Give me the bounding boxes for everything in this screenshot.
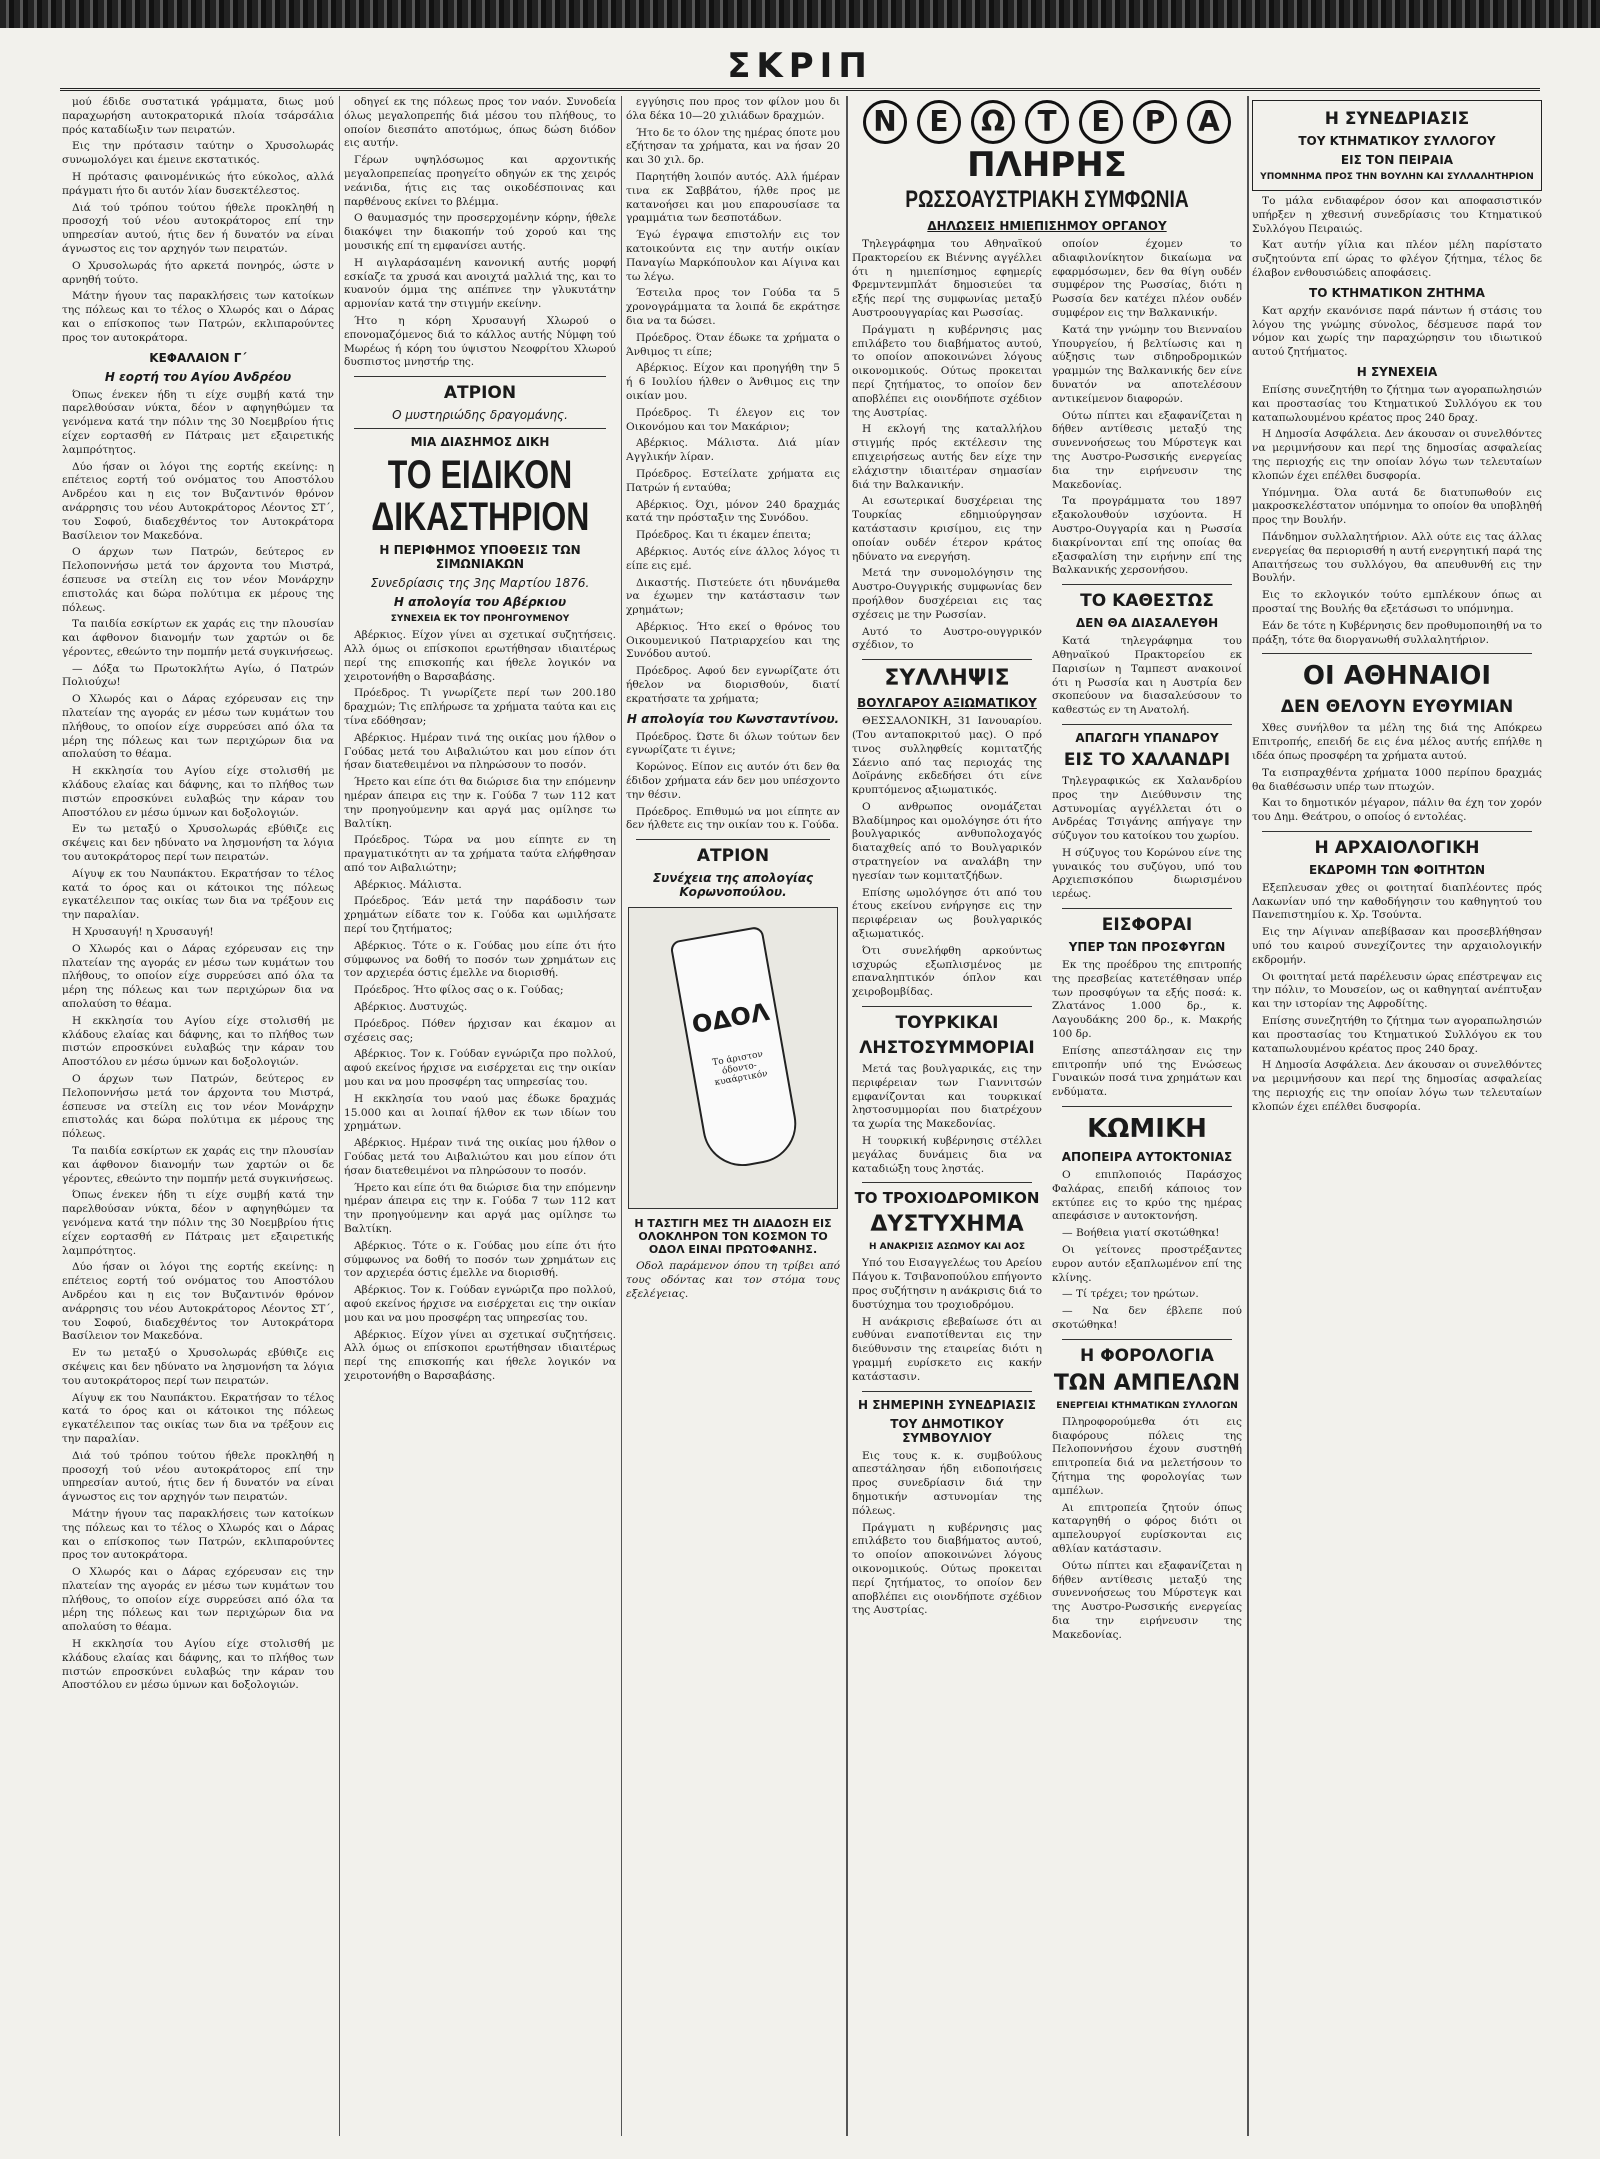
paragraph: Εν τω μεταξύ ο Χρυσολωράς εβύθιζε εις σκέψεις και δεν ηδύνατο να λησμονήση τα λόγια του αυτοκράτορος περί των πειρατών. xyxy=(62,823,334,864)
paragraph: Εις τους κ. κ. συμβούλους απεστάλησαν ήδη ειδοποιήσεις προς συνεδρίασιν διά την δημοτικήν αστυνομίαν της πόλεως. xyxy=(852,1449,1042,1517)
paragraph: Πρόεδρος. Αφού δεν εγνωρίζατε ότι ήθελον να διορισθούν, διατί εκρατήσατε τα χρήματα; xyxy=(626,665,840,705)
column-separator xyxy=(621,96,622,2136)
headline-sub: ΡΩΣΣΟΑΥΣΤΡΙΑΚΗ ΣΥΜΦΩΝΙΑ xyxy=(905,186,1189,213)
paragraph: Τα παιδία εσκίρτων εκ χαράς εις την πλουσίαν και άφθονον διανομήν των χαρτών οι δε γέροντες, εθεώντο την πομπήν μετά συγκινήσεως. xyxy=(62,618,334,658)
banner-letter: Α xyxy=(1187,100,1231,144)
paragraph: Γέρων υψηλόσωμος και αρχοντικής μεγαλοπρεπείας προηγείτο οδηγών εκ της χειρός νεάνιδα, ήτις εις τας οικοδέσποινας και παρθένους εκίνει το βλέμμα. xyxy=(344,154,616,208)
headline-sub: Η ΠΕΡΙΦΗΜΟΣ ΥΠΟΘΕΣΙΣ ΤΩΝ ΣΙΜΩΝΙΑΚΩΝ xyxy=(379,543,581,572)
divider xyxy=(862,1391,1032,1392)
paragraph: Η τουρκική κυβέρνησις στέλλει μεγάλας δυνάμεις δια να καταδιώξη τους ληστάς. xyxy=(852,1135,1042,1175)
paragraph: Εις την πρότασιν ταύτην ο Χρυσολωράς συνωμολόγει και έμεινε εκστατικός. xyxy=(62,140,334,167)
paragraph: Χθες συνήλθον τα μέλη της διά της Απόκρεω Επιτροπής, επειδή δε εις ένα μέλος αυτής επήλθε η ιδέα όπως προσφέρη τα χρήματα αυτού. xyxy=(1252,722,1542,762)
paragraph: Η αιγλαράσαμένη κανονική αυτής μορφή εσκίαζε τα χρυσά και ανοιχτά μαλλιά της, και το κυανούν όμμα της απέπνεε την γλυκυτάτην αρμονίαν κατά την στιγμήν εκείνην. xyxy=(344,256,616,311)
section-heading: Η ΣΗΜΕΡΙΝΗ ΣΥΝΕΔΡΙΑΣΙΣ xyxy=(858,1397,1036,1412)
section-subheading: ΤΟΥ ΔΗΜΟΤΙΚΟΥ ΣΥΜΒΟΥΛΙΟΥ xyxy=(890,1416,1004,1445)
headline-sub: ΤΟΥ ΚΤΗΜΑΤΙΚΟΥ ΣΥΛΛΟΓΟΥ xyxy=(1298,134,1496,148)
section-heading: ΤΟ ΚΤΗΜΑΤΙΚΟΝ ΖΗΤΗΜΑ xyxy=(1309,285,1485,300)
paragraph: Η πρότασις φαινομένικώς ήτο εύκολος, αλλά πράγματι ήτο δι αυτόν λίαν δυσεκτέλεστος. xyxy=(62,170,334,197)
headline-kicker: ΜΙΑ ΔΙΑΣΗΜΟΣ ΔΙΚΗ xyxy=(410,435,550,450)
paragraph: Αυτό το Αυστρο-ουγγρικόν σχέδιον, το xyxy=(852,625,1042,652)
paragraph: Το μάλα ενδιαφέρον όσον και αποφασιστικόν υπήρξεν η χθεσινή συνεδρίασις του Κτηματικού Συλλόγου Πειραιώς. xyxy=(1252,195,1542,235)
paragraph: Αι εσωτερικαί δυσχέρειαι της Τουρκίας εδημιούργησαν κατάστασιν κρισίμου, εις την οποίαν ουδέν έτερον κράτος ηδύνατο να ενεργήση. xyxy=(852,495,1042,563)
headline-main: ΤΟ ΕΙΔΙΚΟΝ ΔΙΚΑΣΤΗΡΙΟΝ xyxy=(371,453,590,540)
section-heading: Η ΑΡΧΑΙΟΛΟΓΙΚΗ xyxy=(1314,837,1480,858)
paragraph: οποίον έχομεν το αδιαφιλονίκητον δικαίωμα να εφαρμόσωμεν, δεν θα θίγη ουδέν συμφέρον της Ρωσσίας, διότι η Ρωσσία δεν κατέχει πλέον ουδέν συμφέρον εις την Βαλκανικήν. xyxy=(1052,238,1242,319)
section-heading: ΤΟ ΚΑΘΕΣΤΩΣ xyxy=(1080,591,1214,612)
paragraph: Υπό του Εισαγγελέως του Αρείου Πάγου κ. Τσιβανοπούλου επήγοντο προς συζήτησιν η ανάκρισις διά το δυστύχημα του τροχιοδρόμου. xyxy=(852,1257,1042,1311)
column-separator xyxy=(846,96,848,2136)
divider xyxy=(1062,584,1232,585)
column-court xyxy=(344,96,616,2126)
paragraph: Αβέρκιος. Ημέραν τινά της οικίας μου ήλθον ο Γούδας μετά του Αιβαλιώτου και μου είπον ότι ήσαν διατεθειμένοι να πληρώσουν το ποσόν. xyxy=(344,1137,616,1177)
paragraph: Πρόεδρος. Όταν έδωκε τα χρήματα ο Άνθιμος τι είπε; xyxy=(626,331,840,358)
paragraph: Οι φοιτηταί μετά παρέλευσιν ώρας επέστρεψαν εις την πόλιν, το Μουσείον, ως οι καθηγηταί ανέπτυξαν και την ιστορίαν της Αφροδίτης. xyxy=(1252,970,1542,1011)
paragraph: Πρόεδρος. Τι έλεγον εις τον Οικονόμου και τον Μακάριον; xyxy=(626,406,840,433)
paragraph: Αβέρκιος. Τότε ο κ. Γούδας μου είπε ότι ήτο σύμφωνος να δοθή το ποσόν των χρημάτων εις τον αρχιερέα όστις έμελλε να διορισθή. xyxy=(344,1239,616,1280)
section-heading: ΕΙΣΦΟΡΑΙ xyxy=(1101,915,1193,936)
paragraph: Κατά τηλεγράφημα του Αθηναϊκού Πρακτορείου εκ Παρισίων η Ταμπεστ ανακοινοί ότι η Ρωσσία και η Αυστρία δεν σκοπεύουν να διασαλεύσουν το καθεστώς εν τη Ανατολή. xyxy=(1052,635,1242,717)
banner-letter: Ρ xyxy=(1133,100,1177,144)
paragraph: Όπως ένεκεν ήδη τι είχε συμβή κατά την παρελθούσαν νύκτα, δέον ν αφηγηθώμεν τα γενόμενα κατά την πόλιν της 30 Νοεμβρίου ήτις είχεν εορτασθή εν Πάτραις μετ εξαιρετικής λαμπρότητος. xyxy=(62,1189,334,1257)
paragraph: Ήτο δε το όλον της ημέρας όποτε μου εζήτησαν τα χρήματα, και να ήσαν 20 και 30 χιλ. δρ. xyxy=(626,126,840,167)
paragraph: — Βοήθεια γιατί σκοτώθηκα! xyxy=(1062,1227,1220,1240)
paragraph: Πρόεδρος. Τώρα να μου είπητε εν τη πραγματικότητι αν τα χρήματα ταύτα ελήφθησαν από τον Αιβαλιώτην; xyxy=(344,834,616,874)
column-latest-news xyxy=(852,96,1242,2126)
paragraph: Εκ της προέδρου της επιτροπής της πρεσβείας κατετέθησαν υπέρ των προσφύγων τα εξής ποσά: κ. Ζλατάνος 1.000 δρ., κ. Λαγουδάκης 200 δρ., κ. Μακρής 100 δρ. xyxy=(1052,959,1242,1041)
section-deck: ΕΝΕΡΓΕΙΑΙ ΚΤΗΜΑΤΙΚΩΝ ΣΥΛΛΟΓΩΝ xyxy=(1056,1400,1238,1411)
paragraph: Ο Χλωρός και ο Δάρας εχόρευσαν εις την πλατείαν της αγοράς εν μέσω των κυμάτων του πλήθους, το οποίον είχε συρρεύσει από όλα τα μέρη της πόλεως και των περιχώρων δια να απολαύση το θέαμα. xyxy=(62,693,334,761)
divider xyxy=(1062,908,1232,909)
paragraph: Έστειλα προς τον Γούδα τα 5 χρονογράμματα τα λοιπά δε εκράτησε δια να τα δώσει. xyxy=(626,287,840,327)
paragraph: Τα εισπραχθέντα χρήματα 1000 περίπου δραχμάς θα διαθέσωσιν υπέρ των πτωχών. xyxy=(1252,766,1542,793)
paragraph: Όπως ένεκεν ήδη τι είχε συμβή κατά την παρελθούσαν νύκτα, δέον ν αφηγηθώμεν τα γενόμενα κατά την πόλιν της 30 Νοεμβρίου ήτις είχεν εορτασθή εν Πάτραις μετ εξαιρετικής λαμπρότητος. xyxy=(62,388,334,456)
chapter-subheading: Η εορτή του Αγίου Ανδρέου xyxy=(104,369,292,384)
paragraph: Εις την Αίγιναν απεβίβασαν και προσεβλήθησαν υπό του καιρού συνεχίζοντες την αρχαιολογικήν εκδρομήν. xyxy=(1252,926,1542,966)
masthead-rule xyxy=(60,88,1540,91)
headline-box xyxy=(1252,100,1542,191)
session-date: Συνεδρίασις της 3ης Μαρτίου 1876. xyxy=(370,576,590,591)
headline-main: Η ΣΥΝΕΔΡΙΑΣΙΣ xyxy=(1324,109,1470,129)
paragraph: Αβέρκιος. Δυστυχώς. xyxy=(354,1001,468,1014)
section-heading: ΣΥΛΛΗΨΙΣ xyxy=(884,666,1010,692)
paragraph: Ο θαυμασμός την προσερχομένην κόρην, ήθελε διακόψει την διακοπήν τού χορού και της μουσικής επί τη εμφανίσει αυτής. xyxy=(344,212,616,252)
section-deck: Η ΑΝΑΚΡΙΣΙΣ ΑΣΩΜΟΥ ΚΑΙ ΑΟΣ xyxy=(868,1242,1026,1253)
paragraph: Τηλεγραφικώς εκ Χαλανδρίου προς την Διεύθυνσιν της Αστυνομίας αγγέλλεται ότι ο Ανδρέας Τσιγάνης απήγαγε την σύζυγον του κατοίκου του χωρίου. xyxy=(1052,774,1242,843)
paragraph: Η Δημοσία Ασφάλεια. Δεν άκουσαν οι συνελθόντες να μεριμνήσουν και περί της δημοσίας ασφαλείας της περιοχής εις την οποίαν λόγω των τελευταίων κλοπών έχει επέλθει δυσφορία. xyxy=(1252,1059,1542,1113)
paragraph: Η ανάκρισις εβεβαίωσε ότι αι ευθύναι εναποτίθενται εις την διεύθυνσιν της εταιρείας διότι η γραμμή ευρίσκετο εις κακήν κατάστασιν. xyxy=(852,1315,1042,1383)
paragraph: Αβέρκιος. Τον κ. Γούδαν εγνώριζα προ πολλού, αφού εκείνος ήρχισε να εισέρχεται εις την οικίαν μου και να μου προσφέρη τας υπηρεσίας του. xyxy=(344,1284,616,1324)
divider xyxy=(354,428,606,429)
column-separator xyxy=(339,96,340,2136)
ad-caption: Η ΤΑΣΤΙΓΗ ΜΕΣ ΤΗ ΔΙΑΔΟΣΗ ΕΙΣ ΟΛΟΚΛΗΡΟΝ ΤΟΝ ΚΟΣΜΟΝ ΤΟ ΟΔΟΛ ΕΙΝΑΙ ΠΡΩΤΟΦΑΝΗΣ. xyxy=(634,1217,832,1257)
paragraph: Κατ αυτήν γίλια και πλέον μέλη παρίστατο συζητούντα επί ώρας το φλέγον ζήτημα, τέλος δε έλαβον ενθουσιώδεις αποφάσεις. xyxy=(1252,239,1542,279)
top-border-strip xyxy=(0,0,1600,28)
section-subheading: ΔΕΝ ΘΕΛΟΥΝ ΕΥΘΥΜΙΑΝ xyxy=(1280,697,1514,718)
paragraph: Ο ανθρωπος ονομάζεται Βλαδίμηρος και ομολόγησε ότι ήτο βουλγαρικός ανθυπολοχαγός διαταχθείς από το Βουλγαρικόν στρατηγείον να αναλάβη την ηγεσίαν των κομιτατζήδων. xyxy=(852,800,1042,882)
column-local-news xyxy=(1252,96,1542,2126)
paragraph: Εις το εκλογικόν τούτο εμπλέκουν όπως αι προσταί της Βουλής θα εξετάσωσι το υπόμνημα. xyxy=(1252,589,1542,615)
section-heading: ΟΙ ΑΘΗΝΑΙΟΙ xyxy=(1302,661,1492,692)
subcolumn-right xyxy=(1052,238,1242,1646)
section-heading: ΑΤΡΙΟΝ xyxy=(696,846,770,867)
column-court-continued xyxy=(626,96,840,2126)
paragraph: Αβέρκιος. Είχον και προηγήθη την 5 ή 6 Ιουλίου ήλθεν ο Άνθιμος εις την οικίαν μου. xyxy=(626,362,840,402)
paragraph: Επίσης ωμολόγησε ότι από του έτους εκείνου ενήργησε εις την περιφέρειαν ως βουλγαρικός αξιωματικός. xyxy=(852,886,1042,941)
article-subheading: Η απολογία του Κωνσταντίνου. xyxy=(626,711,840,726)
paragraph: Εάν δε τότε η Κυβέρνησις δεν προθυμοποιηθή να το πράξη, τότε θα διοργανωθή συλλαλητήριον. xyxy=(1252,619,1542,646)
paragraph: Κατά την γνώμην του Βιενναίου Υπουργείου, ή βελτίωσις και η αύξησις των σιδηροδρομικών γραμμών της Βαλκανικής δεν είνε δυνατόν να αποτελέσουν αντικείμενον διαφορών. xyxy=(1052,323,1242,405)
newspaper-masthead: ΣΚΡΙΠ xyxy=(727,46,873,86)
paragraph: Αβέρκιος. Ημέραν τινά της οικίας μου ήλθον ο Γούδας μετά του Αιβαλιώτου και μου είπον ότι ήσαν διατεθειμένοι να πληρώσουν το ποσόν. xyxy=(344,731,616,772)
ad-tube-text: Το άριστον όδοντο-κυαάρτικόν xyxy=(711,1049,769,1089)
headline-deck: ΔΗΛΩΣΕΙΣ ΗΜΙΕΠΙΣΗΜΟΥ ΟΡΓΑΝΟΥ xyxy=(927,219,1167,233)
subcolumn-left xyxy=(852,238,1042,1646)
section-heading: ΑΠΑΓΩΓΗ ΥΠΑΝΔΡΟΥ xyxy=(1075,730,1219,745)
paragraph: Οι γείτονες προστρέξαντες ευρον αυτόν εξαπλωμένον επί της κλίνης. xyxy=(1052,1244,1242,1284)
column-separator xyxy=(1247,96,1249,2136)
paragraph: Αβέρκιος. Μάλιστα. xyxy=(354,878,462,891)
paragraph: Ούτω πίπτει και εξαφανίζεται η δήθεν αντίθεσις μεταξύ της συνεννοήσεως του Μύρστεγκ και της Αυστρο-Ρωσσικής ενεργείας δια την ειρήνευσιν της Μακεδονίας. xyxy=(1052,1559,1242,1641)
paragraph: Κορώνος. Είπον εις αυτόν ότι δεν θα έδιδον χρήματα εάν δεν μου υπέσχοντο την θέσιν. xyxy=(626,761,840,801)
paragraph: Η εκκλησία του Αγίου είχε στολισθή με κλάδους ελαίας και δάφνης, και το πλήθος των πιστών επροσκύνει ευλαβώς την κάραν του Αποστόλου εν μέσω ύμνων και δοξολογιών. xyxy=(62,1638,334,1692)
paragraph: Αίγυψ εκ του Ναυπάκτου. Εκρατήσαν το τέλος κατά το όρος και οι κάτοικοι της πόλεως εγκατέλειπον τας οικίας των δια να τρέξουν εις την παραλίαν. xyxy=(62,1391,334,1445)
paragraph: Ο Χλωρός και ο Δάρας εχόρευσαν εις την πλατείαν της αγοράς εν μέσω των κυμάτων του πλήθους, το οποίον είχε συρρεύσει από όλα τα μέρη της πόλεως και των περιχώρων δια να απολαύση το θέαμα. xyxy=(62,1566,334,1634)
paragraph: Η εκκλησία του Αγίου είχε στολισθή με κλάδους ελαίας και δάφνης, και το πλήθος των πιστών επροσκύνει ευλαβώς την κάραν του Αποστόλου εν μέσω ύμνων και δοξολογιών. xyxy=(62,765,334,819)
paragraph: Η εκκλησία του ναού μας έδωκε δραχμάς 15.000 και αι λοιπαί ήλθον εκ των ιδίων του χρημάτων. xyxy=(344,1092,616,1133)
paragraph: ΘΕΣΣΑΛΟΝΙΚΗ, 31 Ιανουαρίου. (Του ανταποκριτού μας). Ο πρό τινος συλληφθείς κομιτατζής Σάενιο από τας περιοχάς της Δοϊράνης εκδεδήσει ότι είνε κρυπτόμενος αξιωματικός. xyxy=(852,715,1042,797)
headline-deck: ΥΠΟΜΝΗΜΑ ΠΡΟΣ ΤΗΝ ΒΟΥΛΗΝ ΚΑΙ ΣΥΛΛΑΛΗΤΗΡΙΟΝ xyxy=(1260,172,1534,182)
divider xyxy=(862,659,1032,660)
headline-sub: ΕΙΣ ΤΟΝ ΠΕΙΡΑΙΑ xyxy=(1340,153,1454,167)
paragraph: Δύο ήσαν οι λόγοι της εορτής εκείνης: η επέτειος εορτή τού ονόματος του Αποστόλου Ανδρέου και η εις τον Βυζαντινόν θρόνον ανάρρησις του νέου Αυτοκράτορος Λέοντος ΣΤ΄, του Σοφού, διαδεχθέντος τον Αυτοκράτορα Βασίλειον τον Μακεδόνα. xyxy=(62,460,334,542)
banner-letter: Ε xyxy=(917,100,961,144)
paragraph: Επίσης συνεζητήθη το ζήτημα των αγοραπωλησιών και προστασίας του Κτηματικού Συλλόγου εκ του καταπωλουμένου κρέατος προς 240 δραχ. xyxy=(1252,383,1542,424)
ad-fineprint: Οδολ παράμενον όπου τη τρίβει από τους οδόντας και τον στόμα τους εξελέγειας. xyxy=(626,1260,840,1300)
paragraph: Ήρετο και είπε ότι θα διώρισε δια την επόμενην ημέραν άπειρα εις την κ. Γούδα 7 των 112 κατ την προηγούμενην και αργά μας ομίλησε τω Βαλτίκη. xyxy=(344,1181,616,1236)
paragraph: Μάτην ήγουν τας παρακλήσεις των κατοίκων της πόλεως και το τέλος ο Χλωρός και ο Δάρας και ο επίσκοπος των Πατρών, εκλιπαρούντες προς τον αυτοκράτορα. xyxy=(62,290,334,344)
section-subheading: ΥΠΕΡ ΤΩΝ ΠΡΟΣΦΥΓΩΝ xyxy=(1068,940,1226,955)
chapter-heading: ΚΕΦΑΛΑΙΟΝ Γ΄ xyxy=(149,350,247,365)
paragraph: Ήρετο και είπε ότι θα διώρισε δια την επόμενην ημέραν άπειρα εις την κ. Γούδα 7 των 112 κατ την προηγούμενην και αργά μας ομίλησε τω Βαλτίκη. xyxy=(344,776,616,830)
section-subheading: ΑΠΟΠΕΙΡΑ ΑΥΤΟΚΤΟΝΙΑΣ xyxy=(1061,1150,1233,1165)
paragraph: Επίσης απεστάλησαν εις την επιτροπήν υπό της Ενώσεως Γυναικών ποσά τινα χρημάτων και ενδύματα. xyxy=(1052,1044,1242,1099)
odol-advertisement xyxy=(628,907,838,1209)
paragraph: μού έδιδε συστατικά γράμματα, διως μού παραχωρήση αυτοκρατορικά πλοία τσάρσάλια πρός καταδίωξιν των πειρατών. xyxy=(62,96,334,136)
paragraph: Μάτην ήγουν τας παρακλήσεις των κατοίκων της πόλεως και το τέλος ο Χλωρός και ο Δάρας και ο επίσκοπος των Πατρών, εκλιπαρούντες προς τον αυτοκράτορα. xyxy=(62,1507,334,1562)
headline-main: ΠΛΗΡΗΣ xyxy=(967,145,1127,185)
banner-letter: Ν xyxy=(863,100,907,144)
section-subheading: ΕΚΔΡΟΜΗ ΤΩΝ ΦΟΙΤΗΤΩΝ xyxy=(1308,862,1486,877)
paragraph: Πρόεδρος. Τι γνωρίζετε περί των 200.180 δραχμών; Τις επλήρωσε τα χρήματα ταύτα και εις τίνα εδόθησαν; xyxy=(344,687,616,727)
paragraph: Ο άρχων των Πατρών, δεύτερος εν Πελοποννήσω μετά τον άρχοντα του Μιστρά, έσπευσε να στείλη εις τον νέον Μονάρχην επιστολάς και δώρα πολύτιμα εκ μέρους της πόλεως. xyxy=(62,1073,334,1141)
section-subheading: ΔΕΝ ΘΑ ΔΙΑΣΑΛΕΥΘΗ xyxy=(1075,616,1219,631)
paragraph: Εξεπλευσαν χθες οι φοιτηταί διαπλέοντες πρός Λακωνίαν υπό την καθοδήγησιν του καθηγητού του Πανεπιστημίου κ. Χρ. Τσούντα. xyxy=(1252,881,1542,922)
paragraph: Πρόεδρος. Επιθυμώ να μοι είπητε αν δεν ήλθετε εις την οικίαν του κ. Γούδα. xyxy=(626,805,840,832)
paragraph: — Δόξα τω Πρωτοκλήτω Αγίω, ό Πατρών Πολιούχω! xyxy=(62,662,334,689)
paragraph: Τηλεγράφημα του Αθηναϊκού Πρακτορείου εκ Βιέννης αγγέλλει ότι η ημιεπίσημος εφημερίς Φρεμντενμπλάτ δημοσιεύει τα εξής περί της συμφωνίας μεταξύ Αυστροουγγαρίας και Ρωσσίας. xyxy=(852,238,1042,319)
paragraph: — Να δεν έβλεπε πού σκοτώθηκα! xyxy=(1052,1305,1242,1332)
paragraph: Τα προγράμματα του 1897 εξακολουθούν ισχύοντα. Η Αυστρο-Ουγγαρία και η Ρωσσία διακρίνονται επί της οποίας θα εξασφαλίση την ειρήνην επί της Βαλκανικής χερσονήσου. xyxy=(1052,495,1242,577)
divider xyxy=(1062,724,1232,725)
section-subheading: ΤΩΝ ΑΜΠΕΛΩΝ xyxy=(1053,1370,1241,1396)
paragraph: Μετά την συνομολόγησιν της Αυστρο-Ουγγρικής συμφωνίας δεν προήλθον δυσχέρειαι εις τας σχέσεις με την Ρωσσίαν. xyxy=(852,567,1042,621)
paragraph: Αβέρκιος. Τότε ο κ. Γούδας μου είπε ότι ήτο σύμφωνος να δοθή το ποσόν των χρημάτων εις τον αρχιερέα όστις έμελλε να διορισθή. xyxy=(344,939,616,980)
section-heading: Η ΣΥΝΕΧΕΙΑ xyxy=(1356,364,1438,379)
section-heading: ΤΟ ΤΡΟΧΙΟΔΡΟΜΙΚΟΝ xyxy=(854,1189,1040,1208)
divider xyxy=(354,376,606,377)
paragraph: Πρόεδρος. Εστείλατε χρήματα εις Πατρών ή ενταύθα; xyxy=(626,467,840,494)
section-heading: ΑΤΡΙΟΝ xyxy=(443,383,517,404)
paragraph: Έγώ έγραψα επιστολήν εις τον κατοικούντα εις την αυτήν οικίαν Παναγίω Μαρκόπουλον και Αίγινα και τω λέγω. xyxy=(626,229,840,283)
banner-letter: Ω xyxy=(971,100,1015,144)
paragraph: Η εκλογή της καταλλήλου στιγμής πρός εκτέλεσιν της επιχειρήσεως αυτής δεν είχε την ελάχιστην ιδιαιτέραν σημασίαν διά την Βαλκανικήν. xyxy=(852,423,1042,491)
paragraph: Πληροφορούμεθα ότι εις διαφόρους πόλεις της Πελοποννήσου έχουν συστηθή επιτροπεία διά να μελετήσουν το ζήτημα της φορολογίας των αμπέλων. xyxy=(1052,1415,1242,1497)
section-subheading: ΛΗΣΤΟΣΥΜΜΟΡΙΑΙ xyxy=(859,1038,1035,1059)
paragraph: Αβέρκιος. Όχι, μόνον 240 δραχμάς κατά την πρόσταξιν της Συνόδου. xyxy=(626,498,840,525)
paragraph: Παρητήθη λοιπόν αυτός. Αλλ ήμέραν τινα εκ Σαββάτου, ήλθε προς με κατανοήσει και μου επαρουσίασε τα γραμμάτια των δεσποτάδων. xyxy=(626,170,840,225)
paragraph: Δύο ήσαν οι λόγοι της εορτής εκείνης: η επέτειος εορτή τού ονόματος του Αποστόλου Ανδρέου και η εις τον Βυζαντινόν θρόνον ανάρρησις του νέου Αυτοκράτορος Λέοντος ΣΤ΄, του Σοφού, διαδεχθέντος τον Αυτοκράτορα Βασίλειον τον Μακεδόνα. xyxy=(62,1261,334,1343)
paragraph: Πρόεδρος. Και τι έκαμεν έπειτα; xyxy=(636,529,812,542)
paragraph: Η Χρυσαυγή! η Χρυσαυγή! xyxy=(72,926,214,939)
paragraph: Αβέρκιος. Ήτο εκεί ο θρόνος του Οικουμενικού Πατριαρχείου και της Συνόδου αυτού. xyxy=(626,620,840,661)
paragraph: — Τί τρέχει; τον ηρώτων. xyxy=(1062,1288,1199,1301)
next-episode-title: Ο μυστηριώδης δραγομάνης. xyxy=(392,408,568,423)
paragraph: Ούτω πίπτει και εξαφανίζεται η δήθεν αντίθεσις μεταξύ της συνεννοήσεως του Μύρστεγκ και της Αυστρο-Ρωσσικής ενεργείας δια την ειρήνευσιν της Μακεδονίας. xyxy=(1052,409,1242,491)
divider xyxy=(862,1182,1032,1183)
paragraph: Πάνδημον συλλαλητήριον. Αλλ ούτε εις τας άλλας ενεργείας θα περιορισθή η αυτή ενεργητική παρά της Απαιτήσεως του συλλόγου, θα απευθυνθή εις την Βουλήν. xyxy=(1252,530,1542,585)
paragraph: Αβέρκιος. Είχον γίνει αι σχετικαί συζητήσεις. Αλλ όμως οι επίσκοποι ερωτήθησαν ιδιαιτέρως περί της επισκοπής και ήθελε λογικόν να χειροτονήθη ο Βαρσαβάσης. xyxy=(344,1328,616,1382)
next-issue-note: Συνέχεια της απολογίας Κορωνοπούλου. xyxy=(652,871,814,900)
paragraph: Ο Χλωρός και ο Δάρας εχόρευσαν εις την πλατείαν της αγοράς εν μέσω των κυμάτων του πλήθους, το οποίον είχε συρρεύσει από όλα τα μέρη της πόλεως και των περιχώρων δια να απολαύση το θέαμα. xyxy=(62,942,334,1011)
latest-news-banner xyxy=(858,100,1236,144)
paragraph: Τα παιδία εσκίρτων εκ χαράς εις την πλουσίαν και άφθονον διανομήν των χαρτών οι δε γέροντες, εθεώντο την πομπήν μετά συγκινήσεως. xyxy=(62,1144,334,1185)
section-heading: ΚΩΜΙΚΗ xyxy=(1087,1114,1207,1145)
banner-letter: Ε xyxy=(1079,100,1123,144)
paragraph: Διά τού τρόπου τούτου ήθελε προκληθή η προσοχή τού νέου αυτοκράτορος επί την υπηρεσίαν αυτού, ήτις δεν ή δυνατόν να είναι άγνωστος εις τον αρχηγόν των πειρατών. xyxy=(62,201,334,255)
paragraph: Εν τω μεταξύ ο Χρυσολωράς εβύθιζε εις σκέψεις και δεν ηδύνατο να λησμονήση τα λόγια του αυτοκράτορος περί των πειρατών. xyxy=(62,1347,334,1387)
paragraph: Η σύζυγος του Κορώνου είνε της γυναικός του συζύγου, υπό του Αρχιεπισκόπου διωρισμένου ιερέως. xyxy=(1052,846,1242,901)
toothpaste-tube-icon xyxy=(669,926,802,1173)
paragraph: Αβέρκιος. Τον κ. Γούδαν εγνώριζα προ πολλού, αφού εκείνος ήρχισε να εισέρχεται εις την οικίαν μου και να μου προσφέρη τας υπηρεσίας του. xyxy=(344,1048,616,1089)
paragraph: Διά τού τρόπου τούτου ήθελε προκληθή η προσοχή τού νέου αυτοκράτορος επί την υπηρεσίαν αυτού, ήτις δεν ή δυνατόν να είναι άγνωστος εις τον αρχηγόν των πειρατών. xyxy=(62,1449,334,1504)
paragraph: Πρόεδρος. Έάν μετά την παράδοσιν των χρημάτων είδατε τον κ. Γούδα και ωμιλήσατε περί του ζητήματος; xyxy=(344,895,616,936)
paragraph: εγγύησις που προς τον φίλον μου δι όλα δέκα 10—20 χιλιάδων δραχμών. xyxy=(626,96,840,122)
divider xyxy=(1262,653,1532,654)
paragraph: οδηγεί εκ της πόλεως προς τον ναόν. Συνοδεία όλως μεγαλοπρεπής διά μέσου του πλήθους, το οποίον διεσπάτο αποτόμως, όπως δώση διόδον εις αυτήν. xyxy=(344,96,616,150)
section-heading: Η ΦΟΡΟΛΟΓΙΑ xyxy=(1080,1345,1214,1366)
paragraph: Αβέρκιος. Είχον γίνει αι σχετικαί συζητήσεις. Αλλ όμως οι επίσκοποι ερωτήθησαν ιδιαιτέρως περί της επισκοπής και ήθελε λογικόν να χειροτονήθη ο Βαρσαβάσης. xyxy=(344,629,616,683)
divider xyxy=(862,1006,1032,1007)
paragraph: Δικαστής. Πιστεύετε ότι ηδυνάμεθα να έχωμεν την κατάστασιν των χρημάτων; xyxy=(626,576,840,617)
paragraph: Πράγματι η κυβέρνησις μας επιλάβετο του διαβήματος αυτού, το οποίον αποκοινώνει λόγους οικονομικούς. Ούτως προκειται περί ζητήματος, το οποίον δεν αποβλέπει εις οιονδήποτε σχέδιον της Αυστρίας. xyxy=(852,1521,1042,1617)
paragraph: Ο άρχων των Πατρών, δεύτερος εν Πελοποννήσω μετά τον άρχοντα του Μιστρά, έσπευσε να στείλη εις τον νέον Μονάρχην επιστολάς και δώρα πολύτιμα εκ μέρους της πόλεως. xyxy=(62,546,334,614)
paragraph: Υπόμνημα. Όλα αυτά δε διατυπωθούν εις μακροσκελέστατον υπόμνημα το οποίον θα υποβληθή προς την Βουλήν. xyxy=(1252,486,1542,527)
paragraph: Κατ αρχήν εκανόνισε παρά πάντων ή στάσις του λόγου της γνώμης σύνολος, δέσμευσε παρά τον νόμον και χωρίς την παραχώρησιν του ιδιωτικού αυτού ζητήματος. xyxy=(1252,304,1542,359)
paragraph: Αβέρκιος. Μάλιστα. Διά μίαν Αγγλικήν λίραν. xyxy=(626,437,840,464)
paragraph: Ο επιπλοποιός Παράσχος Φαλάρας, επειδή κάποιος τον εκτύπεε εις το κρύο της ημέρας απεφάσισε ν αυτοκτονήση. xyxy=(1052,1169,1242,1223)
column-serial-story xyxy=(62,96,334,2126)
banner-letter: Τ xyxy=(1025,100,1069,144)
section-subheading: ΕΙΣ ΤΟ ΧΑΛΑΝΔΡΙ xyxy=(1063,749,1231,770)
paragraph: Αβέρκιος. Αυτός είνε άλλος λόγος τι είπε εις εμέ. xyxy=(626,545,840,572)
paragraph: Πρόεδρος. Ήτο φίλος σας ο κ. Γούδας; xyxy=(354,984,564,997)
ad-brand: ΟΔΟΛ xyxy=(689,998,772,1040)
paragraph: Πρόεδρος. Πόθεν ήρχισαν και έκαμον αι σχέσεις σας; xyxy=(344,1017,616,1044)
divider xyxy=(1062,1339,1232,1340)
paragraph: Επίσης συνεζητήθη το ζήτημα των αγοραπωλησιών και προστασίας του Κτηματικού Συλλόγου εκ του καταπωλουμένου κρέατος προς 240 δραχ. xyxy=(1252,1015,1542,1055)
paragraph: Η εκκλησία του Αγίου είχε στολισθή με κλάδους ελαίας και δάφνης, και το πλήθος των πιστών επροσκύνει ευλαβώς την κάραν του Αποστόλου εν μέσω ύμνων και δοξολογιών. xyxy=(62,1014,334,1069)
section-subheading: ΒΟΥΛΓΑΡΟΥ ΑΞΙΩΜΑΤΙΚΟΥ xyxy=(857,696,1037,711)
divider xyxy=(636,839,830,840)
paragraph: Ήτο η κόρη Χρυσαυγή Χλωρού ο επονομαζόμενος διά το κάλλος αυτής Νύμφη τού Μωρέως ή κόρη του ύψιστου Νεοφρίτου Χλωρού δυσπιστος μνηστήρ της. xyxy=(344,314,616,369)
paragraph: Αίγυψ εκ του Ναυπάκτου. Εκρατήσαν το τέλος κατά το όρος και οι κάτοικοι της πόλεως εγκατέλειπον τας οικίας των δια να τρέξουν εις την παραλίαν. xyxy=(62,867,334,922)
paragraph: Ότι συνελήφθη αρκούντως ισχυρώς εξωπλισμένος με επαναληπτικόν όπλον και χειροβομβίδας. xyxy=(852,944,1042,999)
section-heading: ΤΟΥΡΚΙΚΑΙ xyxy=(895,1013,999,1034)
divider xyxy=(1062,1106,1232,1107)
section-subheading: ΔΥΣΤΥΧΗΜΑ xyxy=(870,1212,1024,1238)
paragraph: Πρόεδρος. Ώστε δι όλων τούτων δεν εγνωρίζατε τι έγινε; xyxy=(626,730,840,757)
paragraph: Ο Χρυσολωράς ήτο αρκετά πονηρός, ώστε ν αρνηθή τούτο. xyxy=(62,259,334,286)
paragraph: Η Δημοσία Ασφάλεια. Δεν άκουσαν οι συνελθόντες να μεριμνήσουν και περί της δημοσίας ασφαλείας της περιοχής εις την οποίαν λόγω των τελευταίων κλοπών έχει επέλθει δυσφορία. xyxy=(1252,428,1542,482)
divider xyxy=(1262,831,1532,832)
two-column-block xyxy=(852,238,1242,1646)
article-subheading: Η απολογία του Αβέρκιου xyxy=(393,595,567,610)
paragraph: Πράγματι η κυβέρνησις μας επιλάβετο του διαβήματος αυτού, το οποίον αποκοινώνει λόγους οικονομικούς. Ούτως προκειται περί ζητήματος, το οποίον δεν αποβλέπει εις οιονδήποτε σχέδιον της Αυστρίας. xyxy=(852,323,1042,419)
continuation-note: ΣΥΝΕΧΕΙΑ ΕΚ ΤΟΥ ΠΡΟΗΓΟΥΜΕΝΟΥ xyxy=(390,614,570,625)
paragraph: Αι επιτροπεία ζητούν όπως καταργηθή ο φόρος διότι οι αμπελουργοί ευρίσκονται εις αθλίαν κατάστασιν. xyxy=(1052,1501,1242,1555)
paragraph: Μετά τας βουλγαρικάς, εις την περιφέρειαν των Γιαννιτσών εμφανίζονται και τουρκικαί ληστοσυμμορίαι που διατρέχουν τα χωρία της Μακεδονίας. xyxy=(852,1063,1042,1131)
paragraph: Και το δημοτικόν μέγαρον, πάλιν θα έχη τον χορόν του Δημ. Θεάτρου, ο οποίος ό εντολέας. xyxy=(1252,797,1542,824)
